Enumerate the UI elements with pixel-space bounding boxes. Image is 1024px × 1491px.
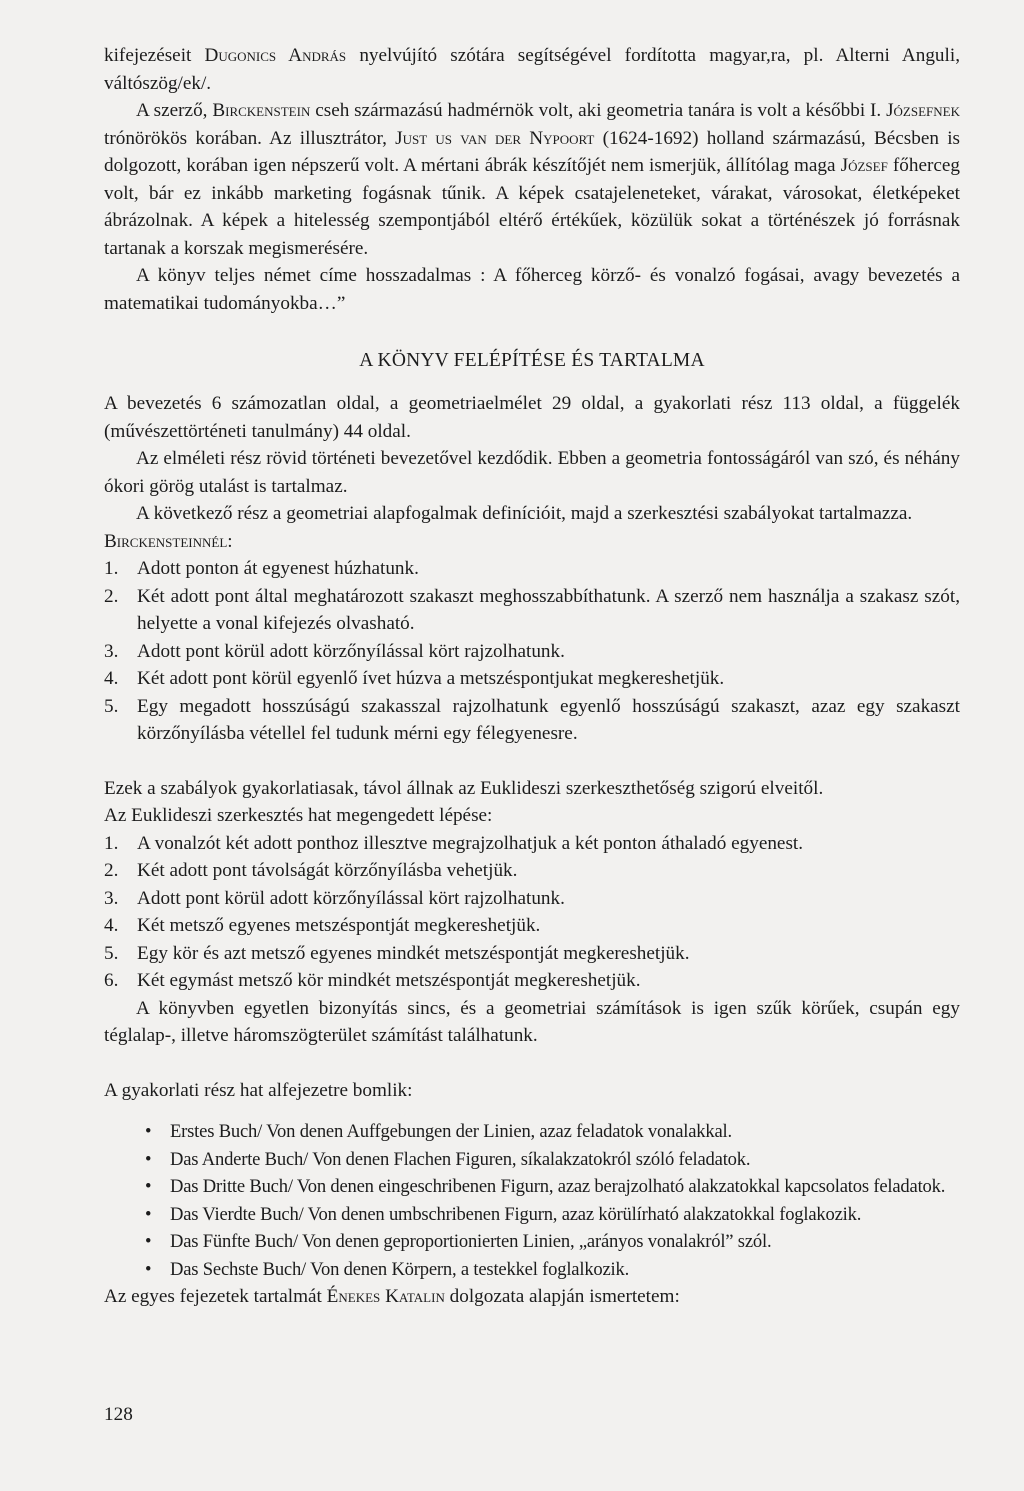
euclid-steps-list bbox=[104, 830, 960, 995]
bullet-icon: • bbox=[145, 1121, 152, 1142]
list-text: Das Sechste Buch/ Von denen Körpern, a testekkel foglalkozik. bbox=[170, 1258, 630, 1280]
books-list bbox=[104, 1118, 960, 1283]
list-item bbox=[145, 1228, 960, 1256]
list-item bbox=[104, 967, 960, 995]
list-item bbox=[104, 912, 960, 940]
list-item bbox=[104, 857, 960, 885]
list-text: Erstes Buch/ Von denen Auffgebungen der Linien, azaz feladatok vonalakkal. bbox=[170, 1121, 732, 1142]
list-item bbox=[104, 638, 960, 666]
section-heading: A KÖNYV FELÉPÍTÉSE ÉS TARTALMA bbox=[359, 350, 705, 371]
list-number: 4. bbox=[104, 915, 119, 936]
list-text: Két adott pont távolságát körzőnyílásba vehetjük. bbox=[137, 860, 518, 881]
text-run: (1624-1692) holland származású, Bécsben is dolgozott, korában igen népszerű volt. A mértani ábrák készítőjét nem ismerjük, állítólag maga bbox=[104, 127, 961, 176]
section-paragraph-8 bbox=[104, 1283, 960, 1311]
list-number: 6. bbox=[104, 970, 119, 991]
section-paragraph-3: A következő rész a geometriai alapfogalmak definícióit, majd a szerkesztési szabályokat tartalmazza. bbox=[136, 503, 913, 524]
page-number: 128 bbox=[104, 1404, 133, 1425]
list-number: 1. bbox=[104, 832, 119, 854]
list-number: 3. bbox=[104, 887, 119, 909]
text-run: Az egyes fejezetek tartalmát bbox=[104, 1286, 327, 1307]
bullet-icon: • bbox=[145, 1258, 152, 1280]
text-run: dolgozata alapján ismertetem: bbox=[444, 1286, 680, 1307]
list-item bbox=[145, 1256, 960, 1284]
intro-paragraph-2 bbox=[104, 97, 960, 262]
list-text: Das Vierdte Buch/ Von denen umbschribenen Figurn, azaz körülírható alakzatokkal foglakozik. bbox=[170, 1203, 862, 1225]
text-run: nyelvújító szótára segítségével fordította magyar,ra, pl. Alterni Anguli, váltószög/ek/. bbox=[104, 45, 960, 94]
list-item bbox=[104, 555, 960, 583]
list-text: Das Anderte Buch/ Von denen Flachen Figuren, síkalakzatokról szóló feladatok. bbox=[170, 1148, 751, 1170]
text-run: cseh származású hadmérnök volt, aki geometria tanára is volt a későbbi I. bbox=[310, 100, 887, 121]
list-number: 5. bbox=[104, 695, 119, 717]
list-item bbox=[145, 1201, 960, 1229]
text-run: kifejezéseit bbox=[104, 45, 205, 66]
section-paragraph-1: A bevezetés 6 számozatlan oldal, a geometriaelmélet 29 oldal, a gyakorlati rész 113 oldal, a függelék (művészettörténeti tanulmány) 44 oldal. bbox=[104, 393, 960, 442]
list-item bbox=[104, 940, 960, 968]
section-paragraph-6: A könyvben egyetlen bizonyítás sincs, és a geometriai számítások is igen szűk körűek, csupán egy téglalap-, illetve háromszögterület számítást találhatunk. bbox=[104, 997, 960, 1046]
list-item bbox=[104, 885, 960, 913]
list-number: 5. bbox=[104, 942, 119, 964]
person-name: Just us van der Nypoort bbox=[395, 127, 595, 149]
list-item bbox=[145, 1146, 960, 1174]
list-text: Egy kör és azt metsző egyenes mindkét metszéspontját megkereshetjük. bbox=[137, 942, 690, 964]
person-name: Birckenstein bbox=[212, 100, 311, 121]
list-text: Két egymást metsző kör mindkét metszéspontját megkereshetjük. bbox=[137, 970, 641, 991]
list-text: Adott ponton át egyenest húzhatunk. bbox=[137, 558, 419, 579]
section-paragraph-7: A gyakorlati rész hat alfejezetre bomlik: bbox=[104, 1079, 413, 1101]
person-name: Énekes Katalin bbox=[326, 1286, 445, 1307]
list-text: Adott pont körül adott körzőnyílással kört rajzolhatunk. bbox=[137, 887, 565, 909]
list-text: Két adott pont által meghatározott szakaszt meghosszabbíthatunk. A szerző nem használja a szakasz szót, helyette a vonal kifejezés olvasható. bbox=[137, 585, 960, 634]
page-body bbox=[104, 42, 960, 1311]
list-text: Das Dritte Buch/ Von denen eingeschribenen Figurn, azaz berajzolható alakzatokkal kapcsolatos feladatok. bbox=[170, 1176, 946, 1197]
bullet-icon: • bbox=[145, 1203, 152, 1225]
birckenstein-rules-list bbox=[104, 555, 960, 748]
list-number: 3. bbox=[104, 640, 119, 662]
list-item bbox=[104, 583, 960, 638]
section-paragraph-4: Ezek a szabályok gyakorlatiasak, távol állnak az Euklideszi szerkeszthetőség szigorú elveitől. bbox=[104, 777, 824, 799]
list-number: 2. bbox=[104, 585, 119, 607]
text-run: A szerző, bbox=[136, 100, 213, 121]
list-item bbox=[104, 830, 960, 858]
text-run: főherceg volt, bár ez inkább marketing fogásnak tűnik. A képek csatajeleneteket, várakat, városokat, életképeket ábrázolnak. A képek a hitelesség szempontjából eltérő értékűek, közülük sokat a történészek jó forrásnak tartanak a korszak megismerésére. bbox=[104, 155, 960, 259]
person-name: József bbox=[840, 155, 888, 176]
list-text: Két metsző egyenes metszéspontját megkereshetjük. bbox=[137, 915, 541, 936]
section-paragraph-5: Az Euklideszi szerkesztés hat megengedett lépése: bbox=[104, 805, 493, 826]
list-text: Egy megadott hosszúságú szakasszal rajzolhatunk egyenlő hosszúságú szakaszt, azaz egy szakaszt körzőnyílásba vétellel fel tudunk mérni egy félegyenesre. bbox=[137, 695, 960, 744]
list-item bbox=[104, 693, 960, 748]
section-paragraph-2: Az elméleti rész rövid történeti bevezetővel kezdődik. Ebben a geometria fontosságáról van szó, és néhány ókori görög utalást is tartalmaz. bbox=[104, 448, 960, 497]
intro-paragraph-1 bbox=[104, 42, 960, 97]
list-text: Két adott pont körül egyenlő ívet húzva a metszéspontjukat megkereshetjük. bbox=[137, 668, 725, 689]
list-text: A vonalzót két adott ponthoz illesztve megrajzolhatjuk a két ponton áthaladó egyenest. bbox=[137, 832, 804, 854]
list-item bbox=[104, 665, 960, 693]
list-text: Das Fünfte Buch/ Von denen geproportionierten Linien, „arányos vonalakról” szól. bbox=[170, 1231, 772, 1252]
birckenstein-label: Birckensteinnél: bbox=[104, 530, 233, 552]
list-item bbox=[145, 1118, 960, 1146]
list-number: 4. bbox=[104, 668, 119, 689]
list-number: 2. bbox=[104, 860, 119, 881]
person-name: Józsefnek bbox=[886, 100, 960, 121]
author-name: Dugonics András bbox=[204, 45, 347, 66]
bullet-icon: • bbox=[145, 1231, 152, 1252]
list-item bbox=[145, 1173, 960, 1201]
text-run: trónörökös korában. Az illusztrátor, bbox=[104, 127, 396, 149]
list-number: 1. bbox=[104, 558, 119, 579]
bullet-icon: • bbox=[145, 1176, 152, 1197]
list-text: Adott pont körül adott körzőnyílással kört rajzolhatunk. bbox=[137, 640, 565, 662]
intro-paragraph-3: A könyv teljes német címe hosszadalmas : A főherceg körző- és vonalzó fogásai, avagy bevezetés a matematikai tudományokba…” bbox=[104, 265, 960, 314]
bullet-icon: • bbox=[145, 1148, 152, 1170]
